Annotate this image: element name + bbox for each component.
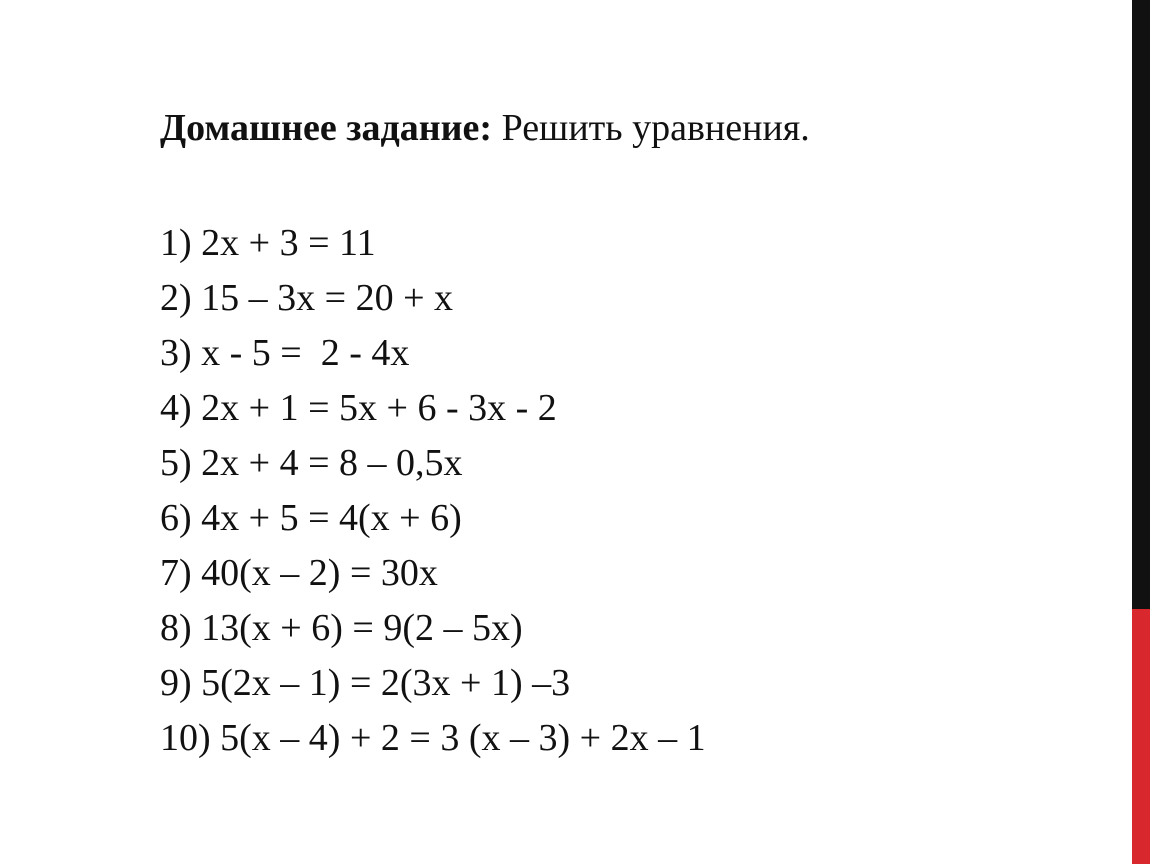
equation-item: 6) 4x + 5 = 4(x + 6) (160, 497, 462, 539)
heading-task: Решить уравнения. (492, 107, 810, 149)
equation-item: 9) 5(2x – 1) = 2(3x + 1) –3 (160, 662, 571, 704)
heading-label: Домашнее задание: (160, 107, 493, 149)
slide-heading (160, 100, 810, 156)
equation-item: 3) x - 5 = 2 - 4x (160, 332, 410, 374)
slide-accent-bar (1132, 609, 1150, 864)
equation-item: 5) 2x + 4 = 8 – 0,5x (160, 442, 463, 484)
equation-item: 10) 5(x – 4) + 2 = 3 (x – 3) + 2x – 1 (160, 717, 706, 759)
equation-item: 1) 2x + 3 = 11 (160, 222, 376, 264)
equation-item: 8) 13(x + 6) = 9(2 – 5x) (160, 607, 523, 649)
equation-item: 7) 40(x – 2) = 30x (160, 552, 438, 594)
equation-item: 2) 15 – 3x = 20 + x (160, 277, 454, 319)
equation-list (160, 216, 706, 766)
equation-item: 4) 2x + 1 = 5x + 6 - 3x - 2 (160, 387, 557, 429)
